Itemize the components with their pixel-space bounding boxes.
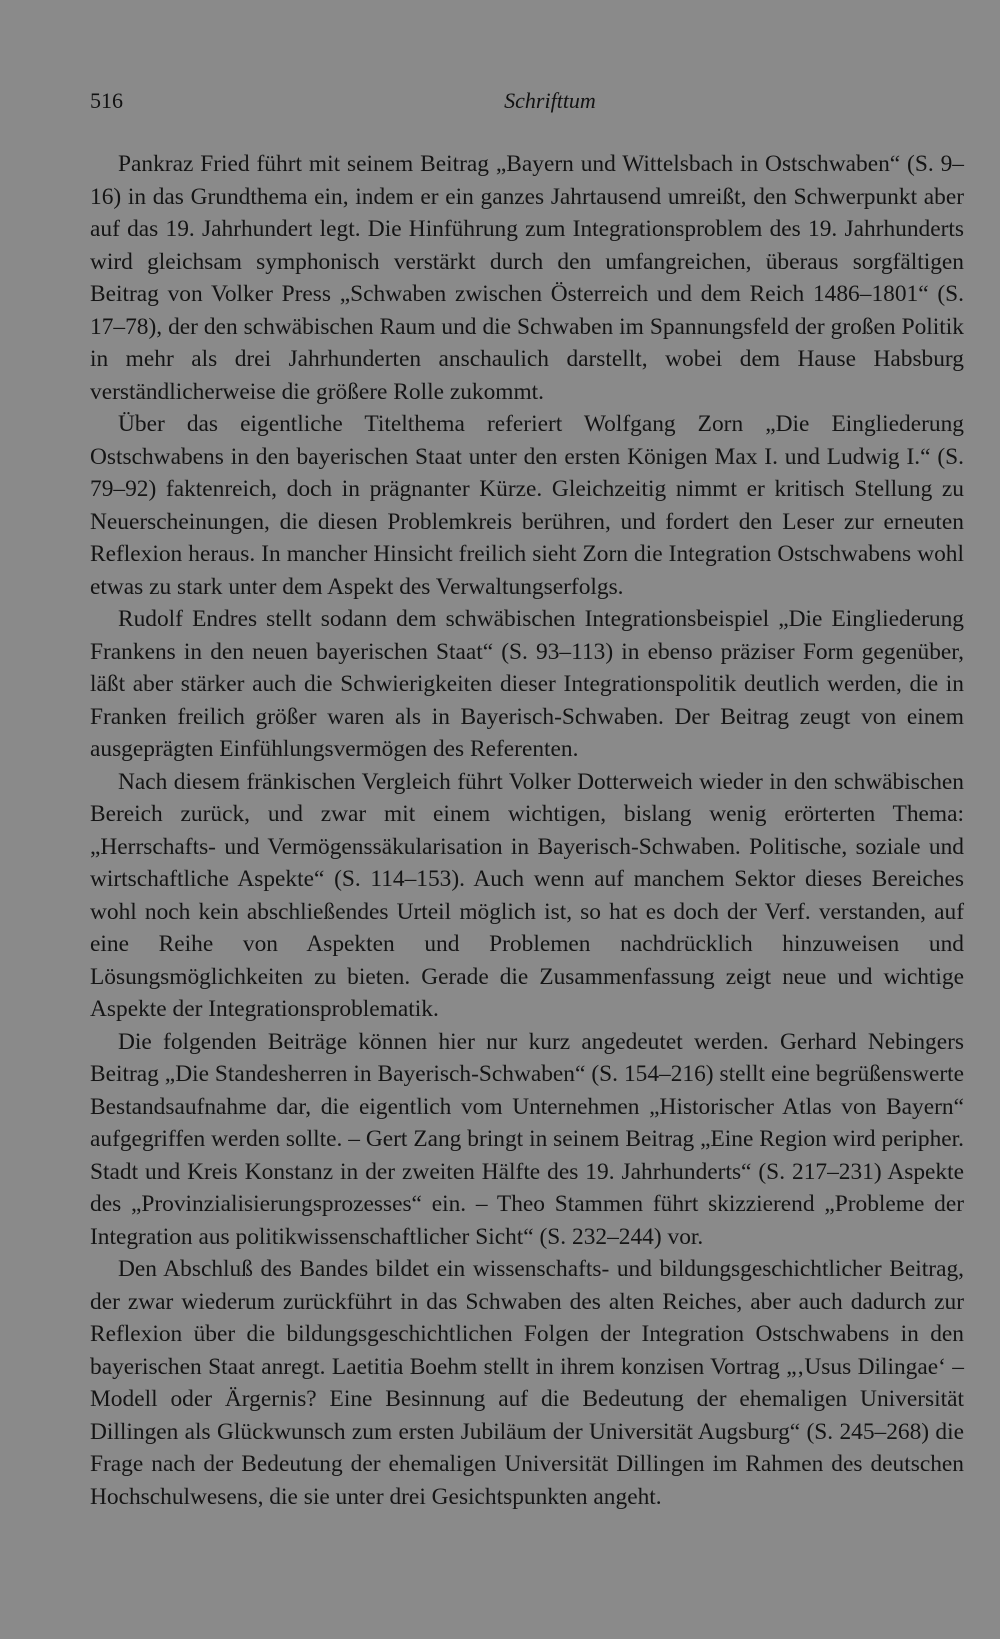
paragraph: Pankraz Fried führt mit seinem Beitrag „Bayern und Wittelsbach in Ostschwaben“ (S. 9–16) in das Grundthema ein, indem er ein ganzes Jahrtausend umreißt, den Schwerpunkt aber auf das 19. Jahrhundert legt. Die Hinführung zum Integrationsproblem des 19. Jahrhunderts wird gleichsam symphonisch verstärkt durch den umfangreichen, überaus sorgfältigen Beitrag von Volker Press „Schwaben zwischen Österreich und dem Reich 1486–1801“ (S. 17–78), der den schwäbischen Raum und die Schwaben im Spannungsfeld der großen Politik in mehr als drei Jahrhunderten anschaulich darstellt, wobei dem Hause Habsburg verständlicherweise die größere Rolle zukommt.: [90, 151, 964, 405]
running-header: [90, 88, 970, 120]
paragraph: Den Abschluß des Bandes bildet ein wissenschafts- und bildungsgeschichtlicher Beitrag, der zwar wiederum zurückführt in das Schwaben des alten Reiches, aber auch dadurch zur Reflexion über die bildungsgeschichtlichen Folgen der Integration Ostschwabens in den bayerischen Staat anregt. Laetitia Boehm stellt in ihrem konzisen Vortrag „‚Usus Dilingae‘ – Modell oder Ärgernis? Eine Besinnung auf die Bedeutung der ehemaligen Universität Dillingen als Glückwunsch zum ersten Jubiläum der Universität Augsburg“ (S. 245–268) die Frage nach der Bedeutung der ehemaligen Universität Dillingen im Rahmen des deutschen Hochschulwesens, die sie unter drei Gesichtspunkten angeht.: [90, 1256, 964, 1510]
paragraph: Die folgenden Beiträge können hier nur kurz angedeutet werden. Gerhard Nebingers Beitrag „Die Standesherren in Bayerisch-Schwaben“ (S. 154–216) stellt eine begrüßenswerte Bestandsaufnahme dar, die eigentlich vom Unternehmen „Historischer Atlas von Bayern“ aufgegriffen werden sollte. – Gert Zang bringt in seinem Beitrag „Eine Region wird peripher. Stadt und Kreis Konstanz in der zweiten Hälfte des 19. Jahrhunderts“ (S. 217–231) Aspekte des „Provinzialisierungsprozesses“ ein. – Theo Stammen führt skizzierend „Probleme der Integration aus politikwissenschaftlicher Sicht“ (S. 232–244) vor.: [90, 1028, 964, 1250]
paragraph: Nach diesem fränkischen Vergleich führt Volker Dotterweich wieder in den schwäbischen Bereich zurück, und zwar mit einem wichtigen, bislang wenig erörterten Thema: „Herrschafts- und Vermögenssäkularisation in Bayerisch-Schwaben. Politische, soziale und wirtschaftliche Aspekte“ (S. 114–153). Auch wenn auf manchem Sektor dieses Bereiches wohl noch kein abschließendes Urteil möglich ist, so hat es doch der Verf. verstanden, auf eine Reihe von Aspekten und Problemen nachdrücklich hinzuweisen und Lösungsmöglichkeiten zu bieten. Gerade die Zusammenfassung zeigt neue und wichtige Aspekte der Integrationsproblematik.: [90, 768, 964, 1022]
page-number: 516: [90, 88, 123, 113]
paragraph: Rudolf Endres stellt sodann dem schwäbischen Integrationsbeispiel „Die Eingliederung Frankens in den neuen bayerischen Staat“ (S. 93–113) in ebenso präziser Form gegenüber, läßt aber stärker auch die Schwierigkeiten dieser Integrationspolitik deutlich werden, die in Franken freilich größer waren als in Bayerisch-Schwaben. Der Beitrag zeugt von einem ausgeprägten Einfühlungsvermögen des Referenten.: [90, 606, 964, 762]
paragraph: Über das eigentliche Titelthema referiert Wolfgang Zorn „Die Eingliederung Ostschwabens in den bayerischen Staat unter den ersten Königen Max I. und Ludwig I.“ (S. 79–92) faktenreich, doch in prägnanter Kürze. Gleichzeitig nimmt er kritisch Stellung zu Neuerscheinungen, die diesen Problemkreis berühren, und fordert den Leser zur erneuten Reflexion heraus. In mancher Hinsicht freilich sieht Zorn die Integration Ostschwabens wohl etwas zu stark unter dem Aspekt des Verwaltungserfolgs.: [90, 411, 964, 600]
body-text: [90, 148, 964, 1513]
running-title: Schrifttum: [504, 88, 596, 113]
